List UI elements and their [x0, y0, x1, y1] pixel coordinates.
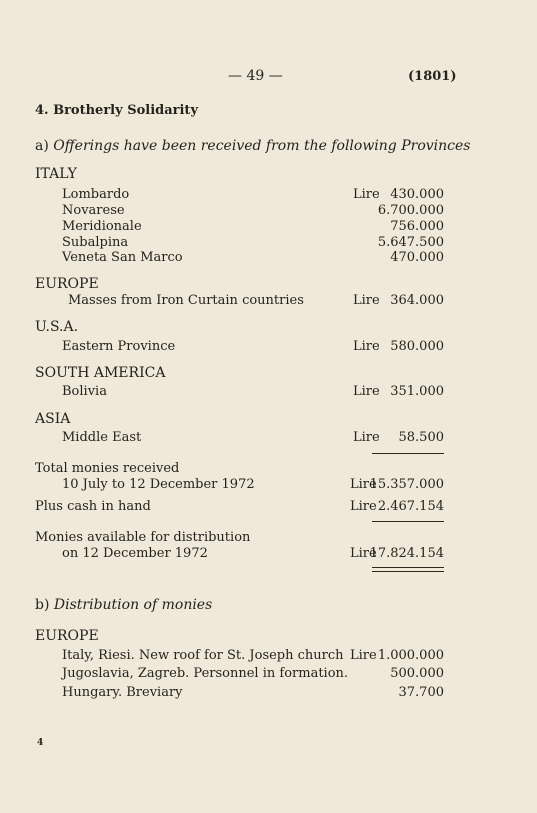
currency-label: Lire	[353, 384, 380, 399]
section-b-letter: b)	[35, 597, 50, 613]
row-label: Lombardo	[62, 187, 130, 202]
amount: 1.000.000	[377, 648, 444, 663]
section-a-heading	[35, 138, 470, 154]
available-amount: 17.824.154	[369, 546, 444, 561]
row-label: Veneta San Marco	[62, 250, 183, 265]
document-code: (1801)	[408, 69, 457, 84]
currency-label: Lire	[353, 293, 380, 308]
row-label: Subalpina	[62, 235, 129, 250]
amount: 37.700	[398, 685, 444, 700]
region-heading: ASIA	[35, 411, 71, 427]
amount: 5.647.500	[377, 235, 444, 250]
section-b-heading	[35, 597, 212, 613]
row-label: Middle East	[62, 430, 142, 445]
total-received-label: Total monies received	[35, 461, 180, 476]
currency-label: Lire	[350, 546, 377, 561]
section-a-letter: a)	[35, 138, 49, 154]
currency-label: Lire	[353, 187, 380, 202]
double-rule-top	[372, 567, 444, 568]
cash-in-hand-label: Plus cash in hand	[35, 499, 151, 514]
total-received-period: 10 July to 12 December 1972	[62, 477, 255, 492]
region-heading: U.S.A.	[35, 319, 79, 335]
amount: 500.000	[390, 666, 444, 681]
printer-signature: 4	[37, 738, 44, 748]
amount: 430.000	[390, 187, 444, 202]
region-heading: EUROPE	[35, 276, 99, 292]
cash-in-hand-amount: 2.467.154	[377, 499, 444, 514]
currency-label: Lire	[350, 648, 377, 663]
currency-label: Lire	[350, 499, 377, 514]
amount: 351.000	[390, 384, 444, 399]
row-label: Eastern Province	[62, 339, 176, 354]
amount: 6.700.000	[377, 203, 444, 218]
total-rule	[372, 521, 444, 522]
currency-label: Lire	[350, 477, 377, 492]
row-label: Bolivia	[62, 384, 107, 399]
amount: 756.000	[390, 219, 444, 234]
section-title: 4. Brotherly Solidarity	[35, 103, 198, 118]
currency-label: Lire	[353, 430, 380, 445]
page-number: — 49 —	[228, 68, 283, 84]
available-date: on 12 December 1972	[62, 546, 208, 561]
row-label: Italy, Riesi. New roof for St. Joseph church	[62, 648, 344, 663]
currency-label: Lire	[353, 339, 380, 354]
region-heading: SOUTH AMERICA	[35, 365, 166, 381]
amount: 58.500	[398, 430, 444, 445]
region-heading: EUROPE	[35, 628, 99, 644]
amount: 580.000	[390, 339, 444, 354]
row-label: Jugoslavia, Zagreb. Personnel in formation.	[62, 666, 349, 681]
row-label: Novarese	[62, 203, 125, 218]
region-heading: ITALY	[35, 166, 77, 182]
total-received-amount: 15.357.000	[369, 477, 444, 492]
amount: 364.000	[390, 293, 444, 308]
row-label: Hungary. Breviary	[62, 685, 183, 700]
section-a-title: Offerings have been received from the following Provinces	[53, 138, 471, 154]
row-label: Masses from Iron Curtain countries	[68, 293, 304, 308]
double-rule-bottom	[372, 571, 444, 572]
available-label: Monies available for distribution	[35, 530, 251, 545]
row-label: Meridionale	[62, 219, 142, 234]
amount: 470.000	[390, 250, 444, 265]
subtotal-rule	[372, 453, 444, 454]
section-b-title: Distribution of monies	[53, 597, 213, 613]
